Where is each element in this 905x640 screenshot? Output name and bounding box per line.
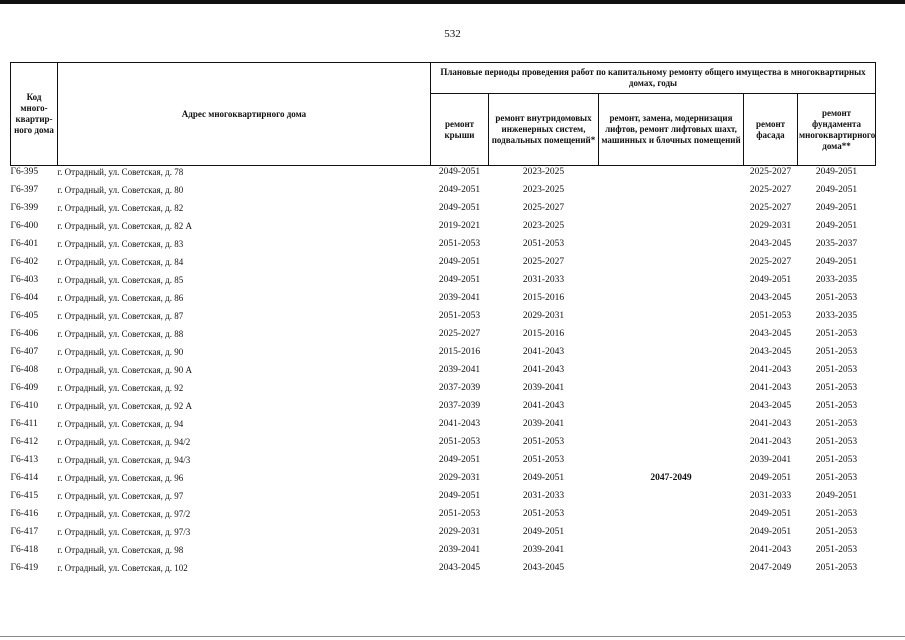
cell-house-code: Г6-417 (10, 527, 39, 537)
top-border-line (0, 0, 905, 4)
cell-address: г. Отрадный, ул. Советская, д. 86 (57, 293, 184, 303)
cell-lifts-period (599, 544, 744, 562)
cell-systems-period: 2025-2027 (522, 257, 565, 267)
table-row (11, 184, 876, 202)
cell-roof-period: 2049-2051 (438, 257, 481, 267)
cell-address: г. Отрадный, ул. Советская, д. 82 А (57, 221, 192, 231)
cell-lifts-period (599, 490, 744, 508)
cell-systems-period: 2051-2053 (522, 509, 565, 519)
cell-lifts-period (599, 274, 744, 292)
cell-foundation-period: 2051-2053 (815, 473, 858, 483)
cell-foundation-period: 2049-2051 (815, 203, 858, 213)
page-number: 532 (444, 28, 461, 40)
cell-address: г. Отрадный, ул. Советская, д. 96 (57, 473, 184, 483)
table-row (11, 454, 876, 472)
header-foundation-repair: ремонт фундамента многоквартирного дома** (798, 94, 876, 166)
cell-address: г. Отрадный, ул. Советская, д. 94/3 (57, 455, 191, 465)
cell-house-code: Г6-405 (10, 311, 39, 321)
cell-facade-period: 2041-2043 (749, 383, 792, 393)
cell-lifts-period (599, 220, 744, 238)
cell-roof-period: 2037-2039 (438, 383, 481, 393)
table-row (11, 328, 876, 346)
cell-foundation-period: 2049-2051 (815, 491, 858, 501)
cell-foundation-period: 2051-2053 (815, 329, 858, 339)
table-row (11, 202, 876, 220)
header-house-code: Код много-квартир-ного дома (11, 63, 58, 166)
cell-address: г. Отрадный, ул. Советская, д. 97/2 (57, 509, 191, 519)
cell-foundation-period: 2051-2053 (815, 347, 858, 357)
cell-facade-period: 2041-2043 (749, 419, 792, 429)
cell-roof-period: 2049-2051 (438, 275, 481, 285)
cell-foundation-period: 2033-2035 (815, 275, 858, 285)
cell-facade-period: 2049-2051 (749, 509, 792, 519)
cell-lifts-period: 2047-2049 (650, 473, 692, 483)
cell-systems-period: 2039-2041 (522, 419, 565, 429)
table-row (11, 544, 876, 562)
cell-facade-period: 2043-2045 (749, 347, 792, 357)
cell-lifts-period (599, 364, 744, 382)
cell-systems-period: 2015-2016 (522, 293, 565, 303)
cell-facade-period: 2049-2051 (749, 275, 792, 285)
cell-house-code: Г6-409 (10, 383, 39, 393)
cell-address: г. Отрадный, ул. Советская, д. 90 (57, 347, 184, 357)
cell-facade-period: 2047-2049 (749, 563, 792, 573)
cell-house-code: Г6-411 (10, 419, 38, 429)
cell-foundation-period: 2049-2051 (815, 185, 858, 195)
cell-house-code: Г6-412 (10, 437, 39, 447)
cell-foundation-period: 2051-2053 (815, 455, 858, 465)
cell-house-code: Г6-408 (10, 365, 39, 375)
cell-house-code: Г6-416 (10, 509, 39, 519)
table-body (11, 166, 876, 581)
cell-foundation-period: 2049-2051 (798, 166, 876, 185)
cell-address: г. Отрадный, ул. Советская, д. 87 (57, 311, 184, 321)
repair-schedule-table (10, 62, 876, 580)
cell-systems-period: 2049-2051 (522, 527, 565, 537)
cell-foundation-period: 2051-2053 (815, 527, 858, 537)
header-lifts-repair: ремонт, замена, модернизация лифтов, ремонт лифтовых шахт, машинных и блочных помещений (599, 94, 744, 166)
table-row (11, 382, 876, 400)
cell-facade-period: 2041-2043 (749, 365, 792, 375)
header-systems-repair: ремонт внутридомовых инженерных систем, подвальных помещений* (489, 94, 599, 166)
cell-facade-period: 2043-2045 (749, 293, 792, 303)
cell-foundation-period: 2051-2053 (815, 383, 858, 393)
cell-lifts-period (599, 508, 744, 526)
cell-systems-period: 2023-2025 (489, 166, 599, 185)
cell-roof-period: 2049-2051 (438, 491, 481, 501)
bottom-border-line (0, 636, 905, 637)
cell-facade-period: 2025-2027 (749, 203, 792, 213)
cell-systems-period: 2051-2053 (522, 239, 565, 249)
table-row (11, 310, 876, 328)
cell-address: г. Отрадный, ул. Советская, д. 83 (57, 239, 184, 249)
cell-roof-period: 2043-2045 (438, 563, 481, 573)
cell-address: г. Отрадный, ул. Советская, д. 92 (57, 383, 184, 393)
cell-roof-period: 2051-2053 (438, 239, 481, 249)
cell-lifts-period (599, 562, 744, 580)
header-facade-repair: ремонт фасада (744, 94, 798, 166)
cell-lifts-period (599, 202, 744, 220)
cell-lifts-period (599, 526, 744, 544)
cell-facade-period: 2025-2027 (749, 257, 792, 267)
cell-foundation-period: 2033-2035 (815, 311, 858, 321)
cell-lifts-period (599, 454, 744, 472)
cell-house-code: Г6-407 (10, 347, 39, 357)
cell-house-code: Г6-406 (10, 329, 39, 339)
table-row (11, 490, 876, 508)
cell-lifts-period (599, 436, 744, 454)
cell-roof-period: 2041-2043 (438, 419, 481, 429)
cell-roof-period: 2039-2041 (438, 293, 481, 303)
cell-systems-period: 2039-2041 (522, 383, 565, 393)
cell-roof-period: 2029-2031 (438, 527, 481, 537)
cell-house-code: Г6-395 (11, 166, 58, 185)
cell-house-code: Г6-403 (10, 275, 39, 285)
cell-roof-period: 2049-2051 (431, 166, 489, 185)
cell-lifts-period (599, 400, 744, 418)
cell-facade-period: 2025-2027 (744, 166, 798, 185)
cell-house-code: Г6-399 (10, 203, 39, 213)
cell-house-code: Г6-404 (10, 293, 39, 303)
cell-house-code: Г6-418 (10, 545, 39, 555)
cell-lifts-period (599, 238, 744, 256)
cell-roof-period: 2019-2021 (438, 221, 481, 231)
cell-roof-period: 2037-2039 (438, 401, 481, 411)
cell-facade-period: 2025-2027 (749, 185, 792, 195)
table-row (11, 508, 876, 526)
table-row (11, 526, 876, 544)
cell-systems-period: 2025-2027 (522, 203, 565, 213)
cell-systems-period: 2049-2051 (522, 473, 565, 483)
table-row (11, 364, 876, 382)
cell-house-code: Г6-419 (10, 563, 39, 573)
cell-systems-period: 2041-2043 (522, 401, 565, 411)
cell-house-code: Г6-414 (10, 473, 39, 483)
cell-house-code: Г6-410 (10, 401, 39, 411)
cell-systems-period: 2043-2045 (522, 563, 565, 573)
cell-house-code: Г6-397 (10, 185, 39, 195)
cell-facade-period: 2049-2051 (749, 527, 792, 537)
cell-house-code: Г6-401 (10, 239, 39, 249)
table-row (11, 472, 876, 490)
cell-address: г. Отрадный, ул. Советская, д. 98 (57, 545, 184, 555)
cell-foundation-period: 2051-2053 (815, 563, 858, 573)
cell-foundation-period: 2049-2051 (815, 257, 858, 267)
cell-foundation-period: 2051-2053 (815, 365, 858, 375)
cell-address: г. Отрадный, ул. Советская, д. 97 (57, 491, 184, 501)
table-row (11, 400, 876, 418)
cell-systems-period: 2051-2053 (522, 455, 565, 465)
cell-foundation-period: 2051-2053 (815, 419, 858, 429)
cell-systems-period: 2041-2043 (522, 365, 565, 375)
cell-foundation-period: 2051-2053 (815, 545, 858, 555)
cell-address: г. Отрадный, ул. Советская, д. 102 (57, 563, 188, 573)
cell-systems-period: 2041-2043 (522, 347, 565, 357)
table-row (11, 436, 876, 454)
cell-lifts-period (599, 310, 744, 328)
cell-address: г. Отрадный, ул. Советская, д. 84 (57, 257, 184, 267)
cell-roof-period: 2049-2051 (438, 455, 481, 465)
cell-foundation-period: 2051-2053 (815, 509, 858, 519)
cell-facade-period: 2049-2051 (749, 473, 792, 483)
table-row (11, 346, 876, 364)
cell-roof-period: 2051-2053 (438, 437, 481, 447)
cell-address: г. Отрадный, ул. Советская, д. 80 (57, 185, 184, 195)
cell-address: г. Отрадный, ул. Советская, д. 94/2 (57, 437, 191, 447)
cell-foundation-period: 2049-2051 (815, 221, 858, 231)
cell-systems-period: 2039-2041 (522, 545, 565, 555)
cell-systems-period: 2029-2031 (522, 311, 565, 321)
cell-lifts-period (599, 292, 744, 310)
cell-address: г. Отрадный, ул. Советская, д. 88 (57, 329, 184, 339)
table-row (11, 562, 876, 580)
cell-roof-period: 2039-2041 (438, 365, 481, 375)
cell-facade-period: 2043-2045 (749, 401, 792, 411)
cell-systems-period: 2023-2025 (522, 221, 565, 231)
cell-foundation-period: 2051-2053 (815, 437, 858, 447)
cell-roof-period: 2049-2051 (438, 203, 481, 213)
cell-systems-period: 2031-2033 (522, 275, 565, 285)
cell-house-code: Г6-400 (10, 221, 39, 231)
cell-address: г. Отрадный, ул. Советская, д. 94 (57, 419, 184, 429)
cell-address: г. Отрадный, ул. Советская, д. 85 (57, 275, 184, 285)
header-address: Адрес многоквартирного дома (58, 63, 431, 166)
cell-address: г. Отрадный, ул. Советская, д. 78 (58, 166, 431, 185)
cell-systems-period: 2051-2053 (522, 437, 565, 447)
cell-foundation-period: 2051-2053 (815, 401, 858, 411)
cell-lifts-period (599, 256, 744, 274)
cell-lifts-period (599, 382, 744, 400)
cell-house-code: Г6-402 (10, 257, 39, 267)
cell-systems-period: 2031-2033 (522, 491, 565, 501)
table-row (11, 292, 876, 310)
cell-lifts-period (599, 166, 744, 185)
table-row (11, 256, 876, 274)
cell-facade-period: 2043-2045 (749, 329, 792, 339)
cell-roof-period: 2015-2016 (438, 347, 481, 357)
cell-house-code: Г6-415 (10, 491, 39, 501)
cell-foundation-period: 2035-2037 (815, 239, 858, 249)
header-roof-repair: ремонт крыши (431, 94, 489, 166)
cell-roof-period: 2049-2051 (438, 185, 481, 195)
cell-roof-period: 2039-2041 (438, 545, 481, 555)
cell-systems-period: 2023-2025 (522, 185, 565, 195)
cell-roof-period: 2029-2031 (438, 473, 481, 483)
cell-house-code: Г6-413 (10, 455, 39, 465)
cell-roof-period: 2025-2027 (438, 329, 481, 339)
cell-lifts-period (599, 346, 744, 364)
table-row (11, 238, 876, 256)
cell-lifts-period (599, 328, 744, 346)
table-row (11, 274, 876, 292)
cell-roof-period: 2051-2053 (438, 509, 481, 519)
table-row (11, 166, 876, 185)
cell-roof-period: 2051-2053 (438, 311, 481, 321)
cell-address: г. Отрадный, ул. Советская, д. 90 А (57, 365, 192, 375)
cell-facade-period: 2031-2033 (749, 491, 792, 501)
cell-lifts-period (599, 418, 744, 436)
cell-address: г. Отрадный, ул. Советская, д. 97/3 (57, 527, 191, 537)
header-planned-periods: Плановые периоды проведения работ по капитальному ремонту общего имущества в многоквартирных домах, годы (431, 63, 876, 94)
cell-address: г. Отрадный, ул. Советская, д. 92 А (57, 401, 192, 411)
cell-facade-period: 2029-2031 (749, 221, 792, 231)
cell-facade-period: 2041-2043 (749, 545, 792, 555)
cell-facade-period: 2043-2045 (749, 239, 792, 249)
table-row (11, 418, 876, 436)
cell-lifts-period (599, 184, 744, 202)
cell-facade-period: 2039-2041 (749, 455, 792, 465)
cell-systems-period: 2015-2016 (522, 329, 565, 339)
cell-address: г. Отрадный, ул. Советская, д. 82 (57, 203, 184, 213)
table-row (11, 220, 876, 238)
cell-facade-period: 2051-2053 (749, 311, 792, 321)
cell-facade-period: 2041-2043 (749, 437, 792, 447)
cell-foundation-period: 2051-2053 (815, 293, 858, 303)
